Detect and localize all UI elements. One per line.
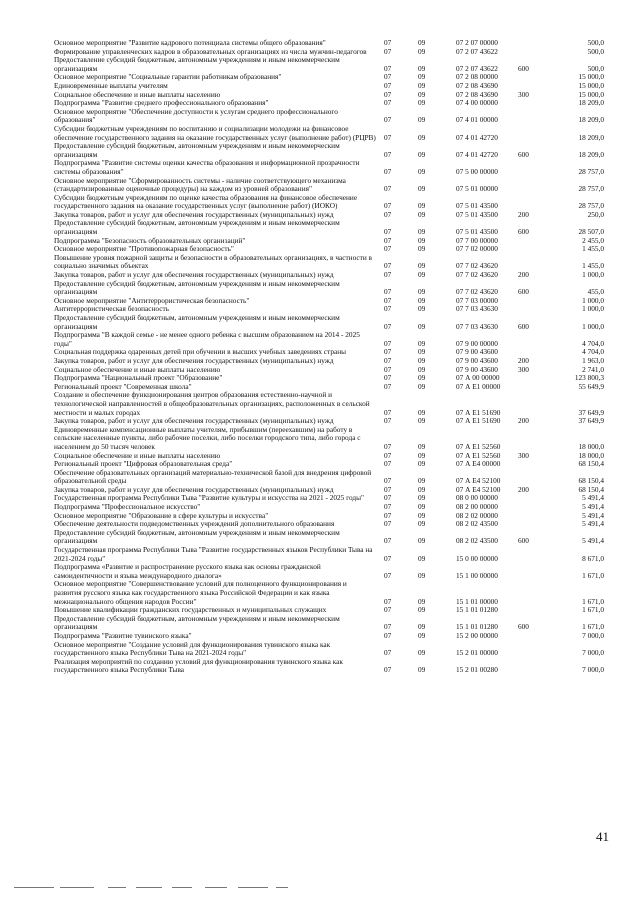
target-article-code: 07 А Е1 52560	[456, 450, 501, 460]
subsection-code: 09	[418, 665, 426, 675]
section-code: 07	[384, 89, 392, 99]
amount: 8 671,0	[582, 553, 604, 563]
amount: 5 491,4	[582, 493, 604, 503]
row-name: Предоставление субсидий бюджетным, автономным учреждениям и иным некоммерческим организациям	[54, 278, 340, 297]
subsection-code: 09	[418, 648, 426, 658]
section-code: 07	[384, 209, 392, 219]
subsection-code: 09	[418, 270, 426, 280]
target-article-code: 07 7 03 43630	[456, 321, 498, 331]
row-name: Социальное обеспечение и иные выплаты населению	[54, 450, 221, 460]
scan-artifact-line	[14, 887, 54, 888]
amount: 250,0	[587, 209, 604, 219]
amount: 7 000,0	[582, 665, 604, 675]
subsection-code: 09	[418, 502, 426, 512]
subsection-code: 09	[418, 347, 426, 357]
amount: 1 671,0	[582, 570, 604, 580]
target-article-code: 07 2 07 43622	[456, 63, 498, 73]
row-name: Государственная программа Республики Тыва "Развитие культуры и искусства на 2021 - 2025 годы"	[54, 493, 364, 503]
target-article-code: 08 2 00 00000	[456, 502, 498, 512]
subsection-code: 09	[418, 98, 426, 108]
row-name: Основное мероприятие "Противопожарная безопасность"	[54, 244, 234, 254]
row-name: Основное мероприятие "Развитие кадрового потенциала системы общего образования"	[54, 38, 326, 47]
amount: 18 000,0	[578, 441, 604, 451]
target-article-code: 07 2 07 43622	[456, 46, 498, 56]
table-row	[54, 469, 610, 486]
subsection-code: 09	[418, 355, 426, 365]
subsection-code: 09	[418, 38, 426, 47]
target-article-code: 15 1 01 01280	[456, 622, 498, 632]
row-name: Закупка товаров, работ и услуг для обеспечения государственных (муниципальных) нужд	[54, 270, 334, 280]
subsection-code: 09	[418, 235, 426, 245]
table-row	[54, 580, 610, 606]
amount: 28 757,0	[578, 166, 604, 176]
subsection-code: 09	[418, 209, 426, 219]
target-article-code: 07 7 02 43620	[456, 270, 498, 280]
amount: 2 455,0	[582, 235, 604, 245]
section-code: 07	[384, 570, 392, 580]
section-code: 07	[384, 235, 392, 245]
amount: 1 671,0	[582, 596, 604, 606]
target-article-code: 15 1 00 00000	[456, 570, 498, 580]
amount: 1 671,0	[582, 622, 604, 632]
row-name: Предоставление субсидий бюджетным, автономным учреждениям и иным некоммерческим организациям	[54, 613, 340, 632]
subsection-code: 09	[418, 407, 426, 417]
section-code: 07	[384, 63, 392, 73]
scan-artifact-line	[172, 887, 192, 888]
table-row	[54, 331, 610, 348]
row-name: Повышение уровня пожарной защиты и безопасности в образовательных организациях, в частности в социально значимых объектах	[54, 252, 372, 271]
target-article-code: 07 4 01 42720	[456, 132, 498, 142]
target-article-code: 07 7 00 00000	[456, 235, 498, 245]
subsection-code: 09	[418, 166, 426, 176]
amount: 1 000,0	[582, 321, 604, 331]
section-code: 07	[384, 227, 392, 237]
amount: 1 455,0	[582, 244, 604, 254]
table-row	[54, 529, 610, 546]
amount: 5 491,4	[582, 536, 604, 546]
section-code: 07	[384, 80, 392, 90]
expense-type-code: 200	[518, 416, 529, 426]
subsection-code: 09	[418, 89, 426, 99]
target-article-code: 08 2 02 43500	[456, 536, 498, 546]
section-code: 07	[384, 373, 392, 383]
section-code: 07	[384, 596, 392, 606]
table-row	[54, 426, 610, 452]
table-row	[54, 108, 610, 125]
subsection-code: 09	[418, 115, 426, 125]
subsection-code: 09	[418, 364, 426, 374]
row-name: Основное мероприятие "Создание условий для функционирования тувинского языка как государственного языка Республики Тыва на 2021-2024 годы"	[54, 639, 331, 658]
target-article-code: 07 5 01 43500	[456, 201, 498, 211]
subsection-code: 09	[418, 132, 426, 142]
section-code: 07	[384, 502, 392, 512]
subsection-code: 09	[418, 630, 426, 640]
target-article-code: 07 А Е4 52100	[456, 476, 501, 486]
table-row	[54, 159, 610, 176]
row-name: Закупка товаров, работ и услуг для обеспечения государственных (муниципальных) нужд	[54, 484, 334, 494]
amount: 500,0	[587, 46, 604, 56]
section-code: 07	[384, 287, 392, 297]
budget-table	[54, 39, 610, 675]
expense-type-code: 200	[518, 270, 529, 280]
amount: 15 000,0	[578, 80, 604, 90]
row-name: Подпрограмма "Развитие системы оценки качества образования и информационной прозрачности системы образования"	[54, 158, 360, 176]
row-name: Региональный проект "Современная школа"	[54, 381, 192, 391]
subsection-code: 09	[418, 304, 426, 314]
section-code: 07	[384, 459, 392, 469]
target-article-code: 07 2 08 43690	[456, 80, 498, 90]
amount: 1 963,0	[582, 355, 604, 365]
table-row	[54, 56, 610, 73]
subsection-code: 09	[418, 493, 426, 503]
subsection-code: 09	[418, 450, 426, 460]
row-name: Региональный проект "Цифровая образовательная среда"	[54, 459, 233, 469]
section-code: 07	[384, 355, 392, 365]
table-row	[54, 142, 610, 159]
table-row	[54, 219, 610, 236]
row-name: Основное мероприятие "Обеспечение доступности к услугам среднего профессионального образования"	[54, 106, 338, 125]
expense-type-code: 300	[518, 89, 529, 99]
row-name: Обеспечение деятельности подведомственных учреждений дополнительного образования	[54, 519, 335, 529]
row-name: Подпрограмма "Национальный проект "Образование"	[54, 373, 223, 383]
amount: 28 757,0	[578, 201, 604, 211]
row-name: Предоставление субсидий бюджетным, автономным учреждениям и иным некоммерческим организациям	[54, 527, 340, 546]
target-article-code: 07 7 02 00000	[456, 244, 498, 254]
section-code: 07	[384, 270, 392, 280]
target-article-code: 15 2 01 00280	[456, 665, 498, 675]
row-name: Обеспечение образовательных организаций материально-технической базой для внедрения цифровой образовательной среды	[54, 467, 372, 486]
target-article-code: 07 9 00 43600	[456, 347, 498, 357]
target-article-code: 07 7 03 00000	[456, 295, 498, 305]
row-name: Создание и обеспечение функционирования центров образования естественно-научной и технологической направленностей в общеобразовательных организациях, расположенных в сельской местности и малых городах	[54, 390, 370, 417]
row-name: Основное мероприятие "Совершенствование условий для полноценного функционирования и развития русского языка как государственного языка Российской Федерации и как языка межнационального общения народов России"	[54, 579, 347, 606]
target-article-code: 07 А Е1 00000	[456, 381, 501, 391]
section-code: 07	[384, 622, 392, 632]
amount: 123 800,3	[574, 373, 604, 383]
scan-artifact-line	[60, 887, 94, 888]
subsection-code: 09	[418, 338, 426, 348]
section-code: 07	[384, 201, 392, 211]
section-code: 07	[384, 450, 392, 460]
target-article-code: 15 0 00 00000	[456, 553, 498, 563]
amount: 68 150,4	[578, 459, 604, 469]
row-name: Реализация мероприятий по созданию условий для функционирования тувинского языка как государственного языка Республики Тыва	[54, 656, 343, 675]
subsection-code: 09	[418, 201, 426, 211]
section-code: 07	[384, 407, 392, 417]
subsection-code: 09	[418, 80, 426, 90]
subsection-code: 09	[418, 484, 426, 494]
target-article-code: 07 2 08 00000	[456, 72, 498, 82]
amount: 1 455,0	[582, 261, 604, 271]
amount: 28 507,0	[578, 227, 604, 237]
section-code: 07	[384, 46, 392, 56]
section-code: 07	[384, 630, 392, 640]
section-code: 07	[384, 648, 392, 658]
row-name: Государственная программа Республики Тыва "Развитие государственных языков Республики Тыва на 2021-2024 годы"	[54, 545, 373, 563]
section-code: 07	[384, 416, 392, 426]
subsection-code: 09	[418, 321, 426, 331]
expense-type-code: 300	[518, 450, 529, 460]
section-code: 07	[384, 295, 392, 305]
row-name: Подпрограмма «Развитие и распространение русского языка как основы гражданской самоидентичности и языка международного диалога»	[54, 562, 321, 580]
row-name: Единовременные компенсационные выплаты учителям, прибывшим (переехавшим) на работу в сельские населенные пункты, либо рабочие поселки, либо поселки городского типа, либо города с населением до 50 тысяч человек	[54, 424, 361, 451]
target-article-code: 07 9 00 43600	[456, 355, 498, 365]
amount: 1 671,0	[582, 605, 604, 615]
table-row	[54, 658, 610, 675]
target-article-code: 07 4 00 00000	[456, 98, 498, 108]
target-article-code: 15 2 00 00000	[456, 630, 498, 640]
row-name: Подпрограмма "Развитие тувинского языка"	[54, 630, 192, 640]
amount: 37 649,9	[578, 407, 604, 417]
table-row	[54, 280, 610, 297]
subsection-code: 09	[418, 63, 426, 73]
section-code: 07	[384, 184, 392, 194]
table-row	[54, 125, 610, 142]
row-name: Социальное обеспечение и иные выплаты населению	[54, 364, 221, 374]
amount: 7 000,0	[582, 648, 604, 658]
amount: 18 209,0	[578, 98, 604, 108]
row-name: Подпрограмма "Безопасность образовательных организаций"	[54, 235, 246, 245]
subsection-code: 09	[418, 536, 426, 546]
section-code: 07	[384, 261, 392, 271]
target-article-code: 07 А Е1 51690	[456, 407, 501, 417]
expense-type-code: 600	[518, 536, 529, 546]
table-row	[54, 615, 610, 632]
expense-type-code: 600	[518, 227, 529, 237]
table-row	[54, 563, 610, 580]
row-name: Предоставление субсидий бюджетным, автономным учреждениям и иным некоммерческим организациям	[54, 141, 340, 159]
row-name: Основное мероприятие "Социальные гарантии работникам образования"	[54, 72, 282, 82]
row-name: Единовременные выплаты учителям	[54, 80, 168, 90]
table-row	[54, 194, 610, 211]
amount: 5 491,4	[582, 510, 604, 520]
target-article-code: 15 2 01 00000	[456, 648, 498, 658]
section-code: 07	[384, 510, 392, 520]
amount: 500,0	[587, 38, 604, 47]
amount: 18 000,0	[578, 450, 604, 460]
row-name: Закупка товаров, работ и услуг для обеспечения государственных (муниципальных) нужд	[54, 416, 334, 426]
target-article-code: 07 5 01 00000	[456, 184, 498, 194]
section-code: 07	[384, 441, 392, 451]
page-number: 41	[596, 829, 609, 844]
row-name: Повышение квалификации гражданских государственных и муниципальных служащих	[54, 605, 327, 615]
subsection-code: 09	[418, 287, 426, 297]
amount: 1 000,0	[582, 270, 604, 280]
section-code: 07	[384, 605, 392, 615]
row-name: Формирование управленческих кадров в образовательных организациях из числа мужчин-педагогов	[54, 46, 367, 56]
expense-type-code: 600	[518, 63, 529, 73]
target-article-code: 08 2 02 43500	[456, 519, 498, 529]
table-row	[54, 391, 610, 417]
subsection-code: 09	[418, 72, 426, 82]
row-name: Антитеррористическая безопасность	[54, 304, 170, 314]
subsection-code: 09	[418, 261, 426, 271]
section-code: 07	[384, 132, 392, 142]
subsection-code: 09	[418, 295, 426, 305]
amount: 18 209,0	[578, 149, 604, 159]
amount: 18 209,0	[578, 115, 604, 125]
expense-type-code: 200	[518, 355, 529, 365]
table-row	[54, 177, 610, 194]
section-code: 07	[384, 484, 392, 494]
section-code: 07	[384, 338, 392, 348]
target-article-code: 15 1 01 01280	[456, 605, 498, 615]
target-article-code: 15 1 01 00000	[456, 596, 498, 606]
table-row	[54, 254, 610, 271]
section-code: 07	[384, 493, 392, 503]
scan-artifact-line	[108, 887, 126, 888]
target-article-code: 07 9 00 00000	[456, 338, 498, 348]
target-article-code: 07 7 03 43630	[456, 304, 498, 314]
subsection-code: 09	[418, 519, 426, 529]
row-name: Основное мероприятие "Сформированность системы - наличие соответствующего механизма (стандартизированные оценочные процедуры) на каждом из уровней образования"	[54, 175, 346, 194]
subsection-code: 09	[418, 441, 426, 451]
expense-type-code: 600	[518, 622, 529, 632]
subsection-code: 09	[418, 605, 426, 615]
row-name: Субсидии бюджетным учреждениям по оценке качества образования на финансовое обеспечение государственного задания на оказание государственных услуг (выполнение работ) (ИОКО)	[54, 192, 358, 211]
amount: 1 000,0	[582, 304, 604, 314]
table-row	[54, 314, 610, 331]
amount: 7 000,0	[582, 630, 604, 640]
amount: 15 000,0	[578, 72, 604, 82]
target-article-code: 07 9 00 43600	[456, 364, 498, 374]
section-code: 07	[384, 536, 392, 546]
section-code: 07	[384, 149, 392, 159]
scan-artifact-line	[205, 887, 227, 888]
amount: 5 491,4	[582, 519, 604, 529]
section-code: 07	[384, 347, 392, 357]
amount: 68 150,4	[578, 476, 604, 486]
target-article-code: 08 0 00 00000	[456, 493, 498, 503]
section-code: 07	[384, 38, 392, 47]
subsection-code: 09	[418, 553, 426, 563]
subsection-code: 09	[418, 244, 426, 254]
amount: 4 704,0	[582, 347, 604, 357]
section-code: 07	[384, 115, 392, 125]
table-row	[54, 546, 610, 563]
section-code: 07	[384, 381, 392, 391]
target-article-code: 07 7 02 43620	[456, 287, 498, 297]
section-code: 07	[384, 244, 392, 254]
amount: 18 209,0	[578, 132, 604, 142]
section-code: 07	[384, 476, 392, 486]
amount: 28 757,0	[578, 184, 604, 194]
expense-type-code: 200	[518, 484, 529, 494]
row-name: Подпрограмма "В каждой семье - не менее одного ребенка с высшим образованием на 2014 - 2025 годы"	[54, 330, 360, 348]
section-code: 07	[384, 321, 392, 331]
table-row	[54, 641, 610, 658]
target-article-code: 07 2 08 43690	[456, 89, 498, 99]
target-article-code: 07 7 02 43620	[456, 261, 498, 271]
target-article-code: 07 5 01 43500	[456, 209, 498, 219]
section-code: 07	[384, 665, 392, 675]
expense-type-code: 200	[518, 209, 529, 219]
subsection-code: 09	[418, 570, 426, 580]
amount: 37 649,9	[578, 416, 604, 426]
row-name: Закупка товаров, работ и услуг для обеспечения государственных (муниципальных) нужд	[54, 209, 334, 219]
target-article-code: 07 5 01 43500	[456, 227, 498, 237]
target-article-code: 08 2 02 00000	[456, 510, 498, 520]
row-name: Закупка товаров, работ и услуг для обеспечения государственных (муниципальных) нужд	[54, 355, 334, 365]
target-article-code: 07 2 07 00000	[456, 38, 498, 47]
subsection-code: 09	[418, 476, 426, 486]
section-code: 07	[384, 519, 392, 529]
subsection-code: 09	[418, 381, 426, 391]
scan-artifact-line	[238, 887, 268, 888]
row-name: Предоставление субсидий бюджетным, автономным учреждениям и иным некоммерческим организациям	[54, 218, 340, 237]
target-article-code: 07 А Е1 51690	[456, 416, 501, 426]
target-article-code: 07 А Е4 00000	[456, 459, 501, 469]
amount: 4 704,0	[582, 338, 604, 348]
row-name: Предоставление субсидий бюджетным, автономным учреждениям и иным некоммерческим организациям	[54, 55, 340, 73]
subsection-code: 09	[418, 46, 426, 56]
target-article-code: 07 А Е4 52100	[456, 484, 501, 494]
row-name: Основное мероприятие "Антитеррористическая безопасность"	[54, 295, 250, 305]
subsection-code: 09	[418, 510, 426, 520]
section-code: 07	[384, 166, 392, 176]
row-name: Социальное обеспечение и иные выплаты населению	[54, 89, 221, 99]
scan-artifact-line	[136, 887, 162, 888]
row-name: Субсидии бюджетным учреждениям по воспитанию и социализации молодежи на финансовое обеспечение государственного задания на оказание государственных услуг (выполнение работ) (РЦРВ)	[54, 123, 376, 142]
amount: 455,0	[587, 287, 604, 297]
target-article-code: 07 А Е1 52560	[456, 441, 501, 451]
subsection-code: 09	[418, 184, 426, 194]
target-article-code: 07 5 00 00000	[456, 166, 498, 176]
target-article-code: 07 4 01 00000	[456, 115, 498, 125]
scan-artifact-line	[276, 887, 288, 888]
subsection-code: 09	[418, 416, 426, 426]
subsection-code: 09	[418, 596, 426, 606]
amount: 1 000,0	[582, 295, 604, 305]
subsection-code: 09	[418, 459, 426, 469]
expense-type-code: 600	[518, 149, 529, 159]
subsection-code: 09	[418, 622, 426, 632]
section-code: 07	[384, 72, 392, 82]
target-article-code: 07 4 01 42720	[456, 149, 498, 159]
section-code: 07	[384, 364, 392, 374]
section-code: 07	[384, 98, 392, 108]
subsection-code: 09	[418, 227, 426, 237]
amount: 2 741,0	[582, 364, 604, 374]
row-name: Подпрограмма "Профессиональное искусство"	[54, 502, 201, 512]
amount: 5 491,4	[582, 502, 604, 512]
expense-type-code: 600	[518, 287, 529, 297]
expense-type-code: 300	[518, 364, 529, 374]
row-name: Подпрограмма "Развитие среднего профессионального образования"	[54, 98, 269, 108]
subsection-code: 09	[418, 149, 426, 159]
amount: 55 649,9	[578, 381, 604, 391]
amount: 68 150,4	[578, 484, 604, 494]
row-name: Основное мероприятие "Образование в сфере культуры и искусства"	[54, 510, 269, 520]
expense-type-code: 600	[518, 321, 529, 331]
amount: 500,0	[587, 63, 604, 73]
row-name: Социальная поддержка одаренных детей при обучении в высших учебных заведениях страны	[54, 347, 347, 357]
section-code: 07	[384, 304, 392, 314]
row-name: Предоставление субсидий бюджетным, автономным учреждениям и иным некоммерческим организациям	[54, 313, 340, 331]
target-article-code: 07 А 00 00000	[456, 373, 500, 383]
amount: 15 000,0	[578, 89, 604, 99]
section-code: 07	[384, 553, 392, 563]
subsection-code: 09	[418, 373, 426, 383]
